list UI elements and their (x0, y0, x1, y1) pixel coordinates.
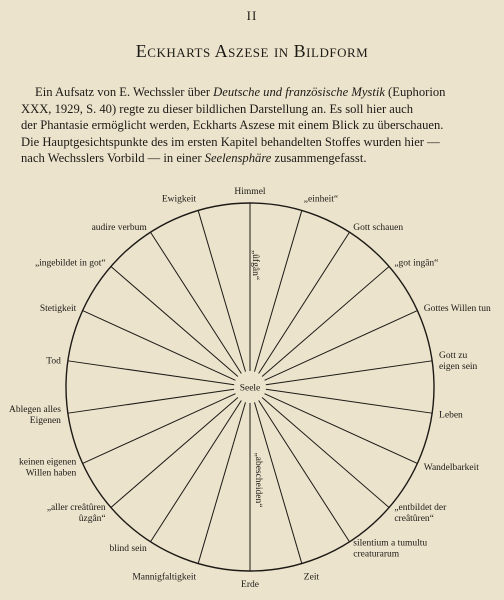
spoke-einheit (255, 210, 302, 371)
label-ewigkeit: Ewigkeit (161, 194, 197, 205)
label-blind-sein: blind sein (109, 544, 147, 555)
spoke-leben (266, 389, 432, 413)
label-gott-schauen: Gott schauen (353, 222, 404, 233)
label-wandelbarkeit: Wandelbarkeit (423, 462, 479, 473)
spoke-stetigkeit (83, 311, 236, 381)
journal-title: Deutsche und französische Mystik (213, 85, 385, 99)
spoke-ablegen-alles-eigenen (68, 389, 234, 413)
label-silentium: silentium a tumultu creaturarum (353, 538, 428, 560)
spoke-got-ingan (262, 267, 389, 377)
label-zeit: Zeit (303, 572, 320, 583)
spoke-gottes-willen-tun (265, 311, 418, 381)
spoke-blind-sein (151, 400, 242, 541)
label-ablegen-alles-eigenen: Ablegen alles Eigenen (8, 405, 61, 427)
label-einheit: „einheit“ (303, 194, 339, 205)
inner-label-abescheiden: „abescheiden“ (253, 452, 263, 508)
spoke-audire-verbum (151, 232, 242, 373)
spoke-keinen-eigenen-willen (83, 394, 236, 464)
label-stetigkeit: Stetigkeit (39, 304, 77, 315)
label-audire-verbum: audire verbum (91, 222, 147, 233)
inner-label-ufgan: „ûfgân“ (250, 249, 260, 281)
label-tod: Tod (46, 356, 61, 367)
spoke-mannigfaltigkeit (198, 402, 245, 563)
label-erde: Erde (241, 580, 259, 590)
spoke-aller-creaturen-uzgan (111, 397, 238, 507)
center-label: Seele (239, 383, 261, 394)
spoke-entbildet (262, 397, 389, 507)
label-entbildet: „entbildet der creâtûren“ (394, 503, 447, 525)
label-leben: Leben (439, 410, 463, 421)
spoke-ingebildet (111, 267, 238, 377)
spoke-gott-schauen (259, 232, 350, 373)
label-ingebildet: „ingebildet in got“ (34, 258, 106, 269)
spoke-silentium (259, 400, 350, 541)
page-number: II (246, 8, 258, 23)
label-gott-zu-eigen-sein: Gott zu eigen sein (439, 350, 478, 372)
intro-line-2: XXX, 1929, S. 40) regte zu dieser bildlichen Darstellung an. Es soll hier auch (21, 101, 414, 116)
label-himmel: Himmel (234, 187, 266, 197)
spoke-tod (68, 361, 234, 385)
intro-line-4: Die Hauptgesichtspunkte des im ersten Kapitel behandelten Stoffes wurden hier — (21, 134, 440, 149)
intro-line-3: der Phantasie ermöglicht werden, Eckharts Aszese mit einem Blick zu überschauen. (21, 118, 444, 132)
label-gottes-willen-tun: Gottes Willen tun (423, 304, 491, 315)
label-aller-creaturen-uzgan: „aller creâtûren ûzgân“ (46, 503, 106, 525)
spoke-ewigkeit (198, 210, 245, 371)
spoke-gott-zu-eigen-sein (266, 361, 432, 385)
spoke-wandelbarkeit (265, 394, 418, 464)
seelensphaere-term: Seelensphäre (204, 151, 272, 165)
label-got-ingan: „got ingân“ (394, 258, 439, 269)
intro-line-5: nach Wechsslers Vorbild — in einer Seelensphäre zusammengefasst. (21, 151, 367, 165)
page-title: Eckharts Aszese in Bildform (135, 41, 369, 61)
label-keinen-eigenen-willen: keinen eigenen Willen haben (19, 457, 77, 479)
intro-line-1: Ein Aufsatz von E. Wechssler über Deutsche und französische Mystik (Euphorion (35, 85, 446, 99)
label-mannigfaltigkeit: Mannigfaltigkeit (132, 572, 197, 583)
